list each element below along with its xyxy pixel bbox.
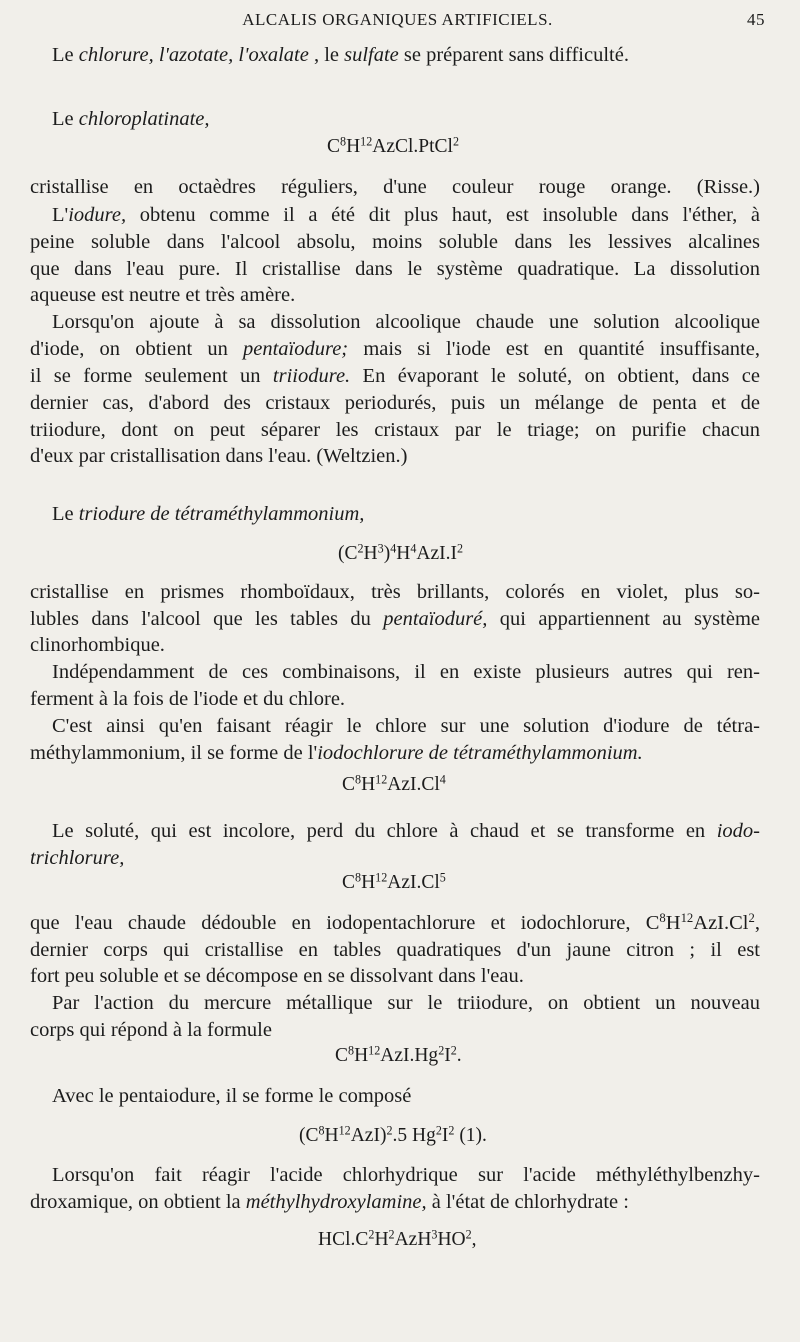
text-line: Indépendamment de ces combinaisons, il en existe plusieurs autres qui ren- — [52, 661, 760, 683]
text-line: Le chlorure, l'azotate, l'oxalate , le sulfate se préparent sans difficulté. — [52, 44, 629, 66]
chemical-formula: $(C^8H^{12}AzI)^2.5$ $Hg^2I^2$ (1). — [299, 1123, 487, 1146]
text-line: L'iodure, obtenu comme il a été dit plus haut, est insoluble dans l'éther, à — [52, 204, 760, 226]
text-line: clinorhombique. — [30, 634, 165, 656]
text-line: Avec le pentaiodure, il se forme le composé — [52, 1085, 412, 1107]
text-line: droxamique, on obtient la méthylhydroxylamine, à l'état de chlorhydrate : — [30, 1191, 629, 1213]
text-line: ferment à la fois de l'iode et du chlore. — [30, 688, 346, 710]
page-number: 45 — [747, 10, 765, 29]
text-line: dernier cas, d'abord des cristaux periodurés, puis un mélange de penta et de — [30, 392, 760, 414]
chemical-formula: $C^8H^{12}AzI.Cl^4$ — [342, 772, 446, 795]
text-line: que dans l'eau pure. Il cristallise dans le système quadratique. La dissolution — [30, 258, 760, 280]
text-line: Lorsqu'on fait réagir l'acide chlorhydrique sur l'acide méthyléthylbenzhy- — [52, 1164, 760, 1186]
text-line: Le chloroplatinate, — [52, 108, 210, 130]
text-line: fort peu soluble et se décompose en se dissolvant dans l'eau. — [30, 965, 524, 987]
text-line: dernier corps qui cristallise en tables quadratiques d'un jaune citron ; il est — [30, 939, 760, 961]
text-line: cristallise en octaèdres réguliers, d'une couleur rouge orange. (Risse.) — [30, 176, 760, 198]
chemical-formula: $HCl.C^2H^2AzH^3HO^2$, — [318, 1227, 477, 1250]
chemical-formula: $(C^2H^3)^4H^4AzI.I^2$ — [338, 541, 464, 564]
chemical-formula: $C^8H^{12}AzI.Hg^2I^2$. — [335, 1043, 462, 1066]
running-title: ALCALIS ORGANIQUES ARTIFICIELS. — [242, 10, 553, 29]
text-line: Le triodure de tétraméthylammonium, — [52, 503, 365, 525]
text-line: trichlorure, — [30, 847, 125, 869]
text-line: aqueuse est neutre et très amère. — [30, 284, 296, 306]
text-line: d'iode, on obtient un pentaïodure; mais si l'iode est en quantité insuffisante, — [30, 338, 760, 360]
text-line: lubles dans l'alcool que les tables du pentaïoduré, qui appartiennent au système — [30, 608, 760, 630]
text-line: corps qui répond à la formule — [30, 1019, 272, 1041]
text-line: Par l'action du mercure métallique sur le triiodure, on obtient un nouveau — [52, 992, 760, 1014]
running-header — [30, 10, 765, 36]
text-line: C'est ainsi qu'en faisant réagir le chlore sur une solution d'iodure de tétra- — [52, 715, 760, 737]
text-line: que l'eau chaude dédouble en iodopentachlorure et iodochlorure, $C^8H^{12}AzI.Cl^2$, — [30, 911, 760, 934]
text-line: cristallise en prismes rhomboïdaux, très brillants, colorés en violet, plus so- — [30, 581, 760, 603]
chemical-formula: $C^8H^{12}AzCl.PtCl^2$ — [327, 134, 460, 157]
text-line: peine soluble dans l'alcool absolu, moins soluble dans les lessives alcalines — [30, 231, 760, 253]
text-line: il se forme seulement un triiodure. En évaporant le soluté, on obtient, dans ce — [30, 365, 760, 387]
text-line: méthylammonium, il se forme de l'iodochlorure de tétraméthylammonium. — [30, 742, 643, 764]
chemical-formula: $C^8H^{12}AzI.Cl^5$ — [342, 870, 446, 893]
text-line: Lorsqu'on ajoute à sa dissolution alcoolique chaude une solution alcoolique — [52, 311, 760, 333]
text-line: Le soluté, qui est incolore, perd du chlore à chaud et se transforme en iodo- — [52, 820, 760, 842]
text-line: triiodure, dont on peut séparer les cristaux par le triage; on purifie chacun — [30, 419, 760, 441]
text-line: d'eux par cristallisation dans l'eau. (Weltzien.) — [30, 445, 408, 467]
